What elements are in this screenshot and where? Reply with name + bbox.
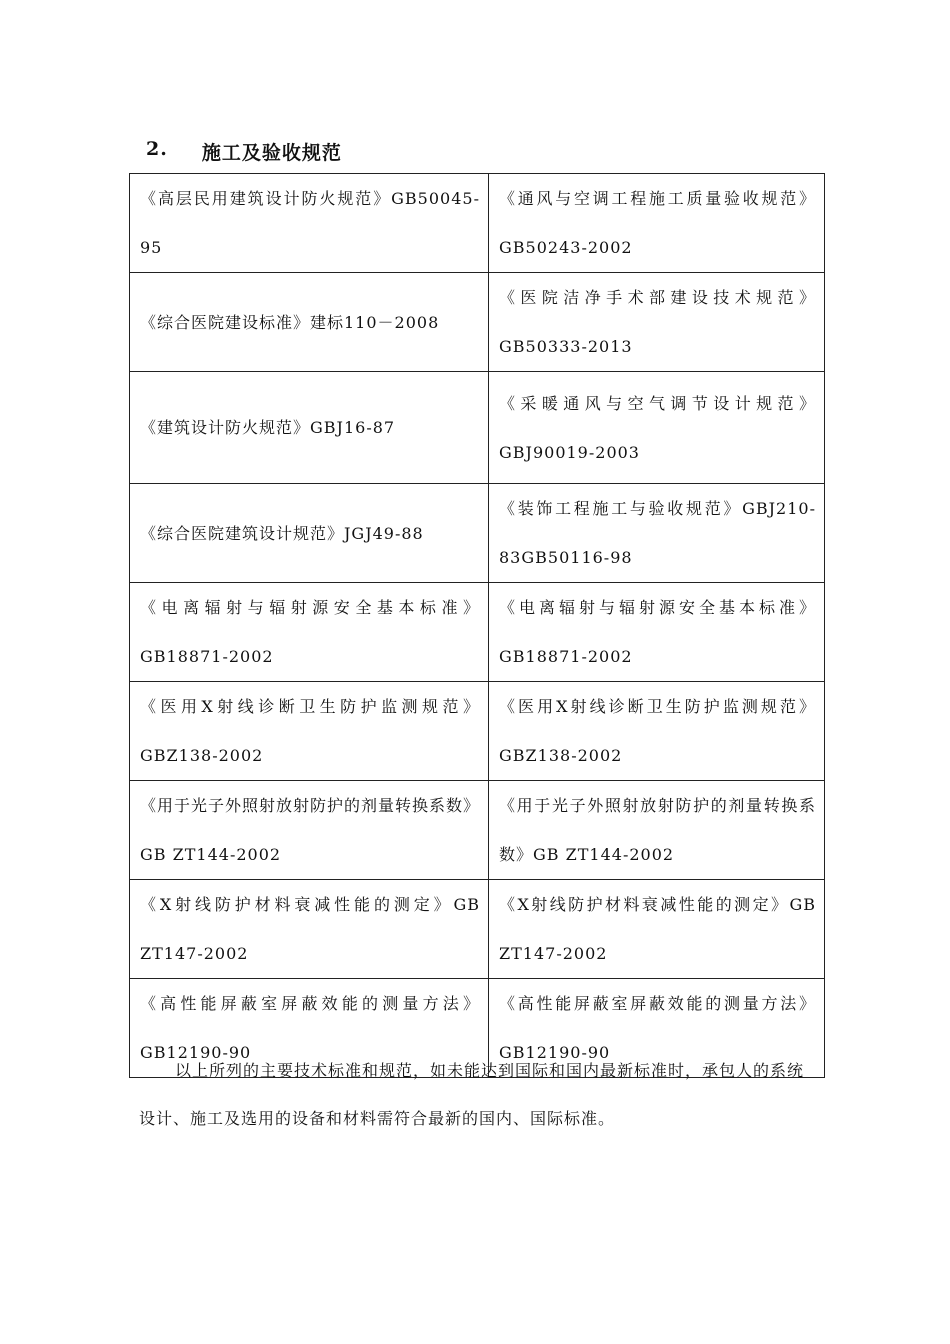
standard-name: 《通风与空调工程施工质量验收规范》GB50243-2002 bbox=[499, 189, 816, 257]
table-cell bbox=[489, 174, 825, 273]
standard-name: 《医用X射线诊断卫生防护监测规范》GBZ138-2002 bbox=[140, 697, 480, 765]
standard-name: 《X射线防护材料衰减性能的测定》GB ZT147-2002 bbox=[499, 895, 816, 963]
table-row bbox=[130, 273, 825, 372]
table-cell bbox=[130, 781, 489, 880]
standards-table bbox=[129, 173, 825, 1078]
table-cell bbox=[489, 372, 825, 484]
table-cell bbox=[130, 484, 489, 583]
table-row bbox=[130, 781, 825, 880]
standard-name: 《采暖通风与空气调节设计规范》GBJ90019-2003 bbox=[499, 393, 816, 462]
standard-name: 《高性能屏蔽室屏蔽效能的测量方法》GB12190-90 bbox=[140, 994, 480, 1062]
section-title: 施工及验收规范 bbox=[201, 142, 342, 164]
table-cell bbox=[489, 583, 825, 682]
table-cell bbox=[489, 484, 825, 583]
table-cell bbox=[489, 781, 825, 880]
table-cell bbox=[130, 372, 489, 484]
standard-name: 《X射线防护材料衰减性能的测定》GB ZT147-2002 bbox=[140, 895, 480, 963]
table-row bbox=[130, 583, 825, 682]
table-row bbox=[130, 372, 825, 484]
standard-name: 《电离辐射与辐射源安全基本标准》GB18871-2002 bbox=[140, 598, 480, 666]
standard-name: 《建筑设计防火规范》GBJ16-87 bbox=[140, 418, 396, 437]
table-cell bbox=[489, 273, 825, 372]
table-cell bbox=[130, 682, 489, 781]
table-row bbox=[130, 880, 825, 979]
note-paragraph: 以上所列的主要技术标准和规范，如未能达到国际和国内最新标准时，承包人的系统设计、施工及选用的设备和材料需符合最新的国内、国际标准。 bbox=[139, 1061, 805, 1128]
table-row bbox=[130, 682, 825, 781]
standard-name: 《用于光子外照射放射防护的剂量转换系数》GB ZT144-2002 bbox=[499, 796, 816, 864]
standard-name: 《装饰工程施工与验收规范》GBJ210-83GB50116-98 bbox=[499, 499, 816, 567]
table-cell bbox=[489, 880, 825, 979]
table-cell bbox=[489, 682, 825, 781]
section-number: 2. bbox=[146, 138, 168, 160]
standard-name: 《高层民用建筑设计防火规范》GB50045-95 bbox=[140, 189, 480, 257]
standard-name: 《医用X射线诊断卫生防护监测规范》GBZ138-2002 bbox=[499, 697, 816, 765]
table-cell bbox=[130, 583, 489, 682]
table-row bbox=[130, 484, 825, 583]
table-row bbox=[130, 174, 825, 273]
section-heading bbox=[146, 138, 342, 165]
standard-name: 《高性能屏蔽室屏蔽效能的测量方法》GB12190-90 bbox=[499, 994, 816, 1062]
table-cell bbox=[130, 273, 489, 372]
table-cell bbox=[130, 880, 489, 979]
table-cell bbox=[130, 174, 489, 273]
standard-name: 《医院洁净手术部建设技术规范》GB50333-2013 bbox=[499, 288, 816, 356]
standards-table-body bbox=[130, 174, 825, 1078]
standard-name: 《用于光子外照射放射防护的剂量转换系数》GB ZT144-2002 bbox=[140, 796, 481, 864]
standard-name: 《电离辐射与辐射源安全基本标准》GB18871-2002 bbox=[499, 598, 816, 666]
standard-name: 《综合医院建设标准》建标110－2008 bbox=[140, 312, 440, 332]
standard-name: 《综合医院建筑设计规范》JGJ49-88 bbox=[140, 523, 424, 543]
